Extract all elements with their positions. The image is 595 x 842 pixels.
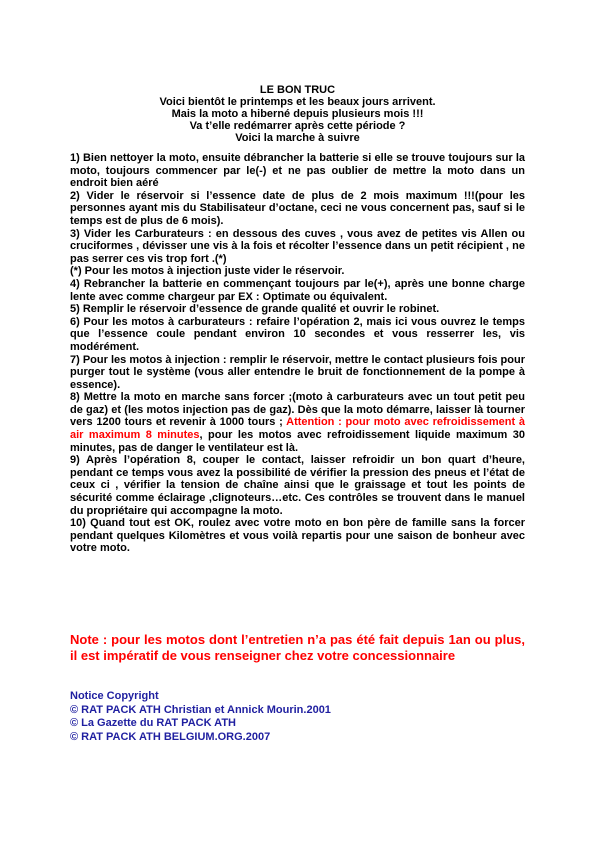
step-8-text: 8) Mettre la moto en marche sans forcer ;(moto à carburateurs avec un tout petit peu de gaz) et (les motos injection pas de gaz). Dès que la moto démarre, laisser là tourner vers 1200 tours et revenir à 1000 tours ; <box>70 391 525 429</box>
copyright-heading: Notice Copyright <box>70 690 159 702</box>
warning-note: Note : pour les motos dont l’entretien n’a pas été fait depuis 1an ou plus, il est impératif de vous renseigner chez votre concessionnaire <box>70 632 525 663</box>
copyright-line: © RAT PACK ATH BELGIUM.ORG.2007 <box>70 730 271 743</box>
step-2: 2) Vider le réservoir si l’essence date de plus de 2 mois maximum !!!(pour les personnes ayant mis du Stabilisateur d’octane, ceci ne vous concernent pas, sauf si le temps est de plus de 6 mois). <box>70 189 525 227</box>
intro-line: Voici la marche à suivre <box>235 132 360 144</box>
step-10: 10) Quand tout est OK, roulez avec votre moto en bon père de famille sans la forcer pendant quelques Kilomètres et vous voilà repartis pour une saison de bonheur avec votre moto. <box>70 517 525 555</box>
copyright-line: © La Gazette du RAT PACK ATH <box>70 717 236 729</box>
intro-line: Mais la moto a hiberné depuis plusieurs mois !!! <box>171 108 424 120</box>
step-8 <box>70 391 525 454</box>
step-9: 9) Après l’opération 8, couper le contact, laisser refroidir un bon quart d’heure, pendant ce temps vous avez la possibilité de vérifier la pression des pneus et l’état de ceux ci , vérifier la tension de chaîne ainsi que le graissage et tout les points de sécurité comme éclairage ,clignoteurs…etc. Ces contrôles se trouvent dans le manuel du propriétaire qui accompagne la moto. <box>70 454 525 517</box>
step-3-footnote: (*) Pour les motos à injection juste vider le réservoir. <box>70 265 345 278</box>
step-3: 3) Vider les Carburateurs : en dessous des cuves , vous avez de petites vis Allen ou cruciformes , dévisser une vis à la fois et récolter l’essence dans un petit récipient , ne pas serrer ces vis trop fort .(*) <box>70 227 525 265</box>
step-8-text-end: , pour les motos avec refroidissement liquide maximum 30 minutes, pas de danger le ventilateur est là. <box>70 429 525 454</box>
step-8-attention: Attention : pour moto avec refroidissement à air maximum 8 minutes <box>70 416 525 442</box>
step-7: 7) Pour les motos à injection : remplir le réservoir, mettre le contact plusieurs fois pour purger tout le système (vous aller entendre le bruit de fonctionnement de la pompe à essence). <box>70 353 525 391</box>
step-5: 5) Remplir le réservoir d’essence de grande qualité et ouvrir le robinet. <box>70 303 440 316</box>
instructions-body <box>70 152 525 555</box>
step-4: 4) Rebrancher la batterie en commençant toujours par le(+), après une bonne charge lente avec comme chargeur par EX : Optimate ou équivalent. <box>70 277 525 303</box>
step-6: 6) Pour les motos à carburateurs : refaire l’opération 2, mais ici vous ouvrez le temps que l’essence coule pendant environ 10 secondes et vous resserrer les, vis modérément. <box>70 315 525 353</box>
copyright-notice <box>70 690 525 744</box>
intro-line: Voici bientôt le printemps et les beaux jours arrivent. <box>159 96 436 108</box>
copyright-line: © RAT PACK ATH Christian et Annick Mourin.2001 <box>70 703 331 716</box>
intro-line: Va t’elle redémarrer après cette période ? <box>189 120 406 132</box>
document-header <box>70 84 525 144</box>
step-1: 1) Bien nettoyer la moto, ensuite débrancher la batterie si elle se trouve toujours sur la moto, toujours commencer par le(-) et ne pas oublier de mettre la moto dans un endroit bien aéré <box>70 152 525 190</box>
document-title: LE BON TRUC <box>259 84 336 96</box>
